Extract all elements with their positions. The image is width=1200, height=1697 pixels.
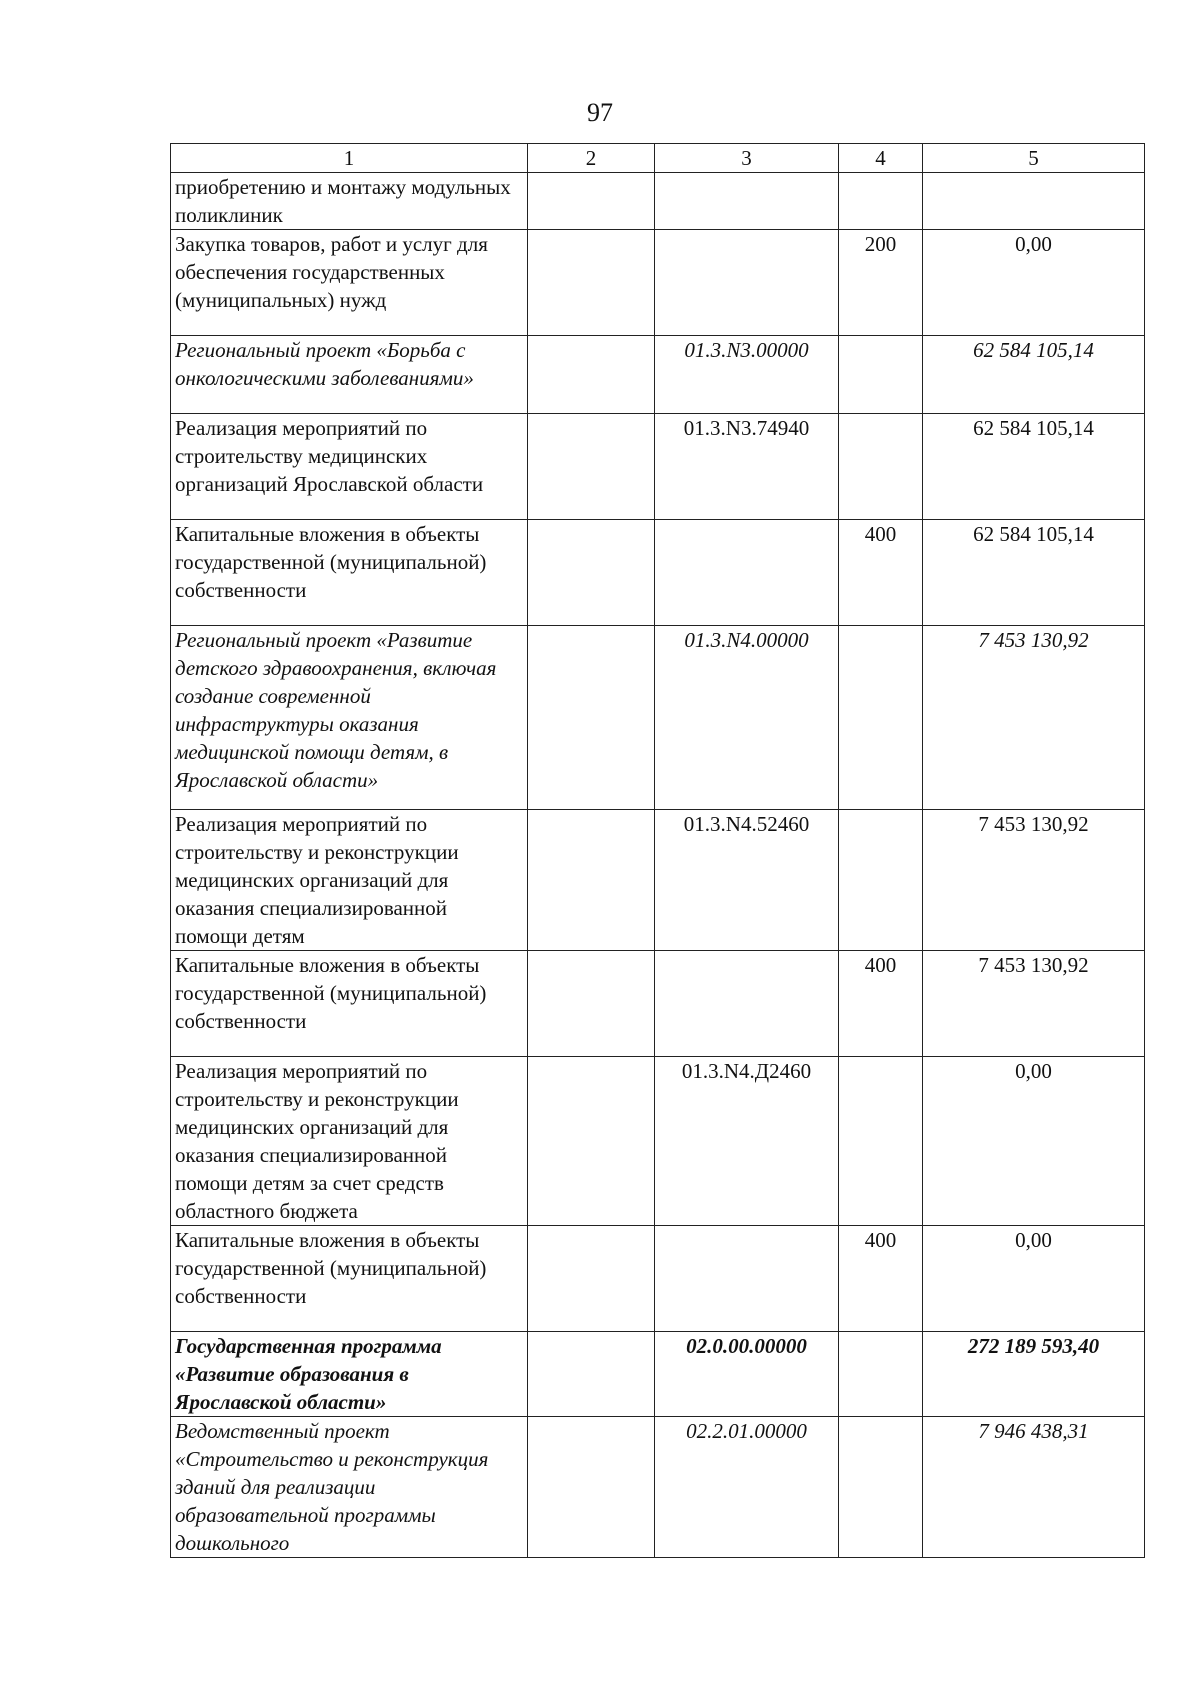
column-header-5: 5 [923, 144, 1145, 173]
row-amount-cell: 272 189 593,40 [923, 1332, 1145, 1417]
row-amount-cell: 7 946 438,31 [923, 1417, 1145, 1558]
row-col2-cell [528, 173, 655, 230]
column-header-3: 3 [655, 144, 839, 173]
row-type-cell [839, 173, 923, 230]
row-code-cell: 02.0.00.00000 [655, 1332, 839, 1417]
row-amount-cell: 0,00 [923, 230, 1145, 336]
table-row [171, 230, 1145, 336]
row-code-cell [655, 1226, 839, 1332]
row-type-cell [839, 1057, 923, 1226]
table-row [171, 336, 1145, 414]
row-col2-cell [528, 414, 655, 520]
table-row [171, 1417, 1145, 1558]
row-col2-cell [528, 1226, 655, 1332]
row-name-cell: Региональный проект «Борьба с онкологическими заболеваниями» [171, 336, 528, 414]
row-type-cell: 400 [839, 520, 923, 626]
row-name-cell: Реализация мероприятий по строительству и реконструкции медицинских организаций для оказания специализированной помощи детям за счет средств областного бюджета [171, 1057, 528, 1226]
row-type-cell: 400 [839, 1226, 923, 1332]
row-name-cell: Региональный проект «Развитие детского здравоохранения, включая создание современной инфраструктуры оказания медицинской помощи детям, в Ярославской области» [171, 626, 528, 810]
table-row [171, 414, 1145, 520]
row-code-cell: 02.2.01.00000 [655, 1417, 839, 1558]
row-type-cell [839, 414, 923, 520]
row-amount-cell: 62 584 105,14 [923, 336, 1145, 414]
row-name-cell: приобретению и монтажу модульных поликлиник [171, 173, 528, 230]
row-amount-cell [923, 173, 1145, 230]
row-code-cell [655, 230, 839, 336]
row-code-cell: 01.3.N4.00000 [655, 626, 839, 810]
row-col2-cell [528, 230, 655, 336]
table-row [171, 1332, 1145, 1417]
table-body [171, 173, 1145, 1558]
row-type-cell [839, 1417, 923, 1558]
row-amount-cell: 7 453 130,92 [923, 810, 1145, 951]
row-name-cell: Закупка товаров, работ и услуг для обеспечения государственных (муниципальных) нужд [171, 230, 528, 336]
row-type-cell [839, 626, 923, 810]
row-code-cell [655, 173, 839, 230]
row-col2-cell [528, 520, 655, 626]
table-row [171, 173, 1145, 230]
row-code-cell: 01.3.N4.52460 [655, 810, 839, 951]
column-header-1: 1 [171, 144, 528, 173]
row-amount-cell: 62 584 105,14 [923, 520, 1145, 626]
table-row [171, 1057, 1145, 1226]
row-name-cell: Государственная программа «Развитие образования в Ярославской области» [171, 1332, 528, 1417]
row-name-cell: Реализация мероприятий по строительству медицинских организаций Ярославской области [171, 414, 528, 520]
row-type-cell: 200 [839, 230, 923, 336]
row-type-cell: 400 [839, 951, 923, 1057]
row-col2-cell [528, 1057, 655, 1226]
row-col2-cell [528, 1332, 655, 1417]
row-code-cell [655, 520, 839, 626]
row-type-cell [839, 1332, 923, 1417]
table-header-row [171, 144, 1145, 173]
row-name-cell: Капитальные вложения в объекты государственной (муниципальной) собственности [171, 1226, 528, 1332]
page-number: 97 [587, 98, 613, 127]
row-name-cell: Капитальные вложения в объекты государственной (муниципальной) собственности [171, 520, 528, 626]
table-row [171, 810, 1145, 951]
table-row [171, 520, 1145, 626]
column-header-2: 2 [528, 144, 655, 173]
row-col2-cell [528, 1417, 655, 1558]
row-amount-cell: 0,00 [923, 1226, 1145, 1332]
table-row [171, 951, 1145, 1057]
row-amount-cell: 7 453 130,92 [923, 626, 1145, 810]
row-col2-cell [528, 951, 655, 1057]
row-name-cell: Ведомственный проект «Строительство и реконструкция зданий для реализации образовательной программы дошкольного [171, 1417, 528, 1558]
budget-table [170, 143, 1145, 1558]
row-amount-cell: 7 453 130,92 [923, 951, 1145, 1057]
row-name-cell: Капитальные вложения в объекты государственной (муниципальной) собственности [171, 951, 528, 1057]
row-col2-cell [528, 626, 655, 810]
row-col2-cell [528, 336, 655, 414]
row-name-cell: Реализация мероприятий по строительству и реконструкции медицинских организаций для оказания специализированной помощи детям [171, 810, 528, 951]
table-row [171, 1226, 1145, 1332]
row-code-cell [655, 951, 839, 1057]
row-type-cell [839, 336, 923, 414]
table-row [171, 626, 1145, 810]
column-header-4: 4 [839, 144, 923, 173]
row-type-cell [839, 810, 923, 951]
row-amount-cell: 62 584 105,14 [923, 414, 1145, 520]
row-code-cell: 01.3.N3.74940 [655, 414, 839, 520]
row-col2-cell [528, 810, 655, 951]
row-code-cell: 01.3.N3.00000 [655, 336, 839, 414]
row-code-cell: 01.3.N4.Д2460 [655, 1057, 839, 1226]
row-amount-cell: 0,00 [923, 1057, 1145, 1226]
